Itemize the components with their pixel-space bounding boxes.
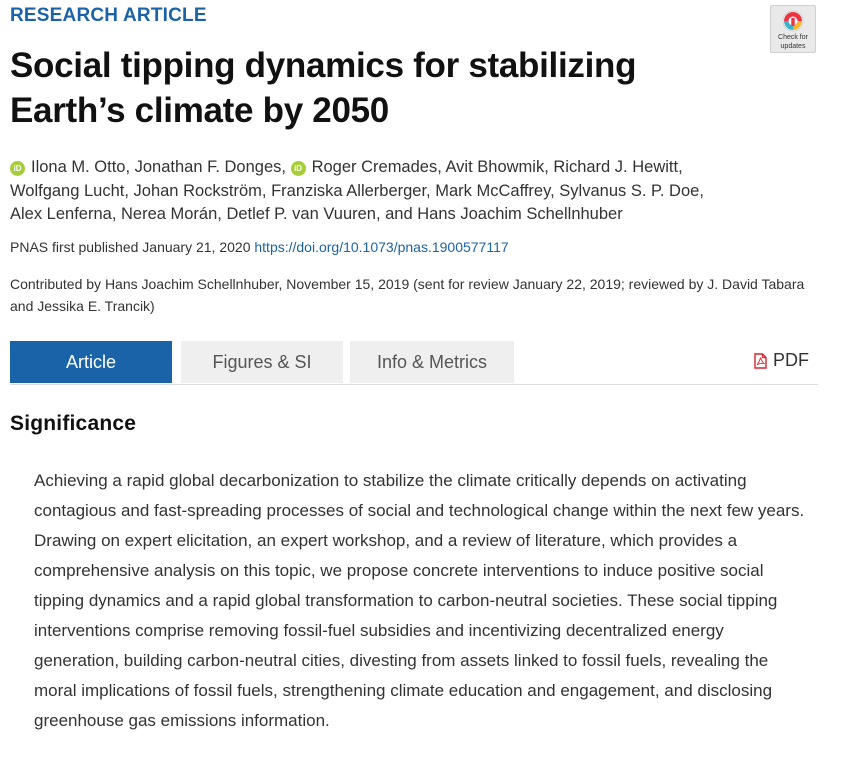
pdf-label: PDF <box>773 350 809 370</box>
page-title <box>10 43 750 133</box>
orcid-icon[interactable]: iD <box>291 161 306 176</box>
doi-link[interactable]: https://doi.org/10.1073/pnas.1900577117 <box>254 239 509 255</box>
pdf-link[interactable] <box>754 350 809 371</box>
tabs-divider <box>10 384 818 385</box>
pdf-icon <box>754 353 767 369</box>
title-line-1: Social tipping dynamics for stabilizing <box>10 46 637 85</box>
title-line-2: Earth’s climate by 2050 <box>10 91 389 130</box>
significance-body: Achieving a rapid global decarbonization to stabilize the climate critically depends on activating contagious and fast-spreading processes of social and technological change within the next few years. Drawing on expert elicitation, an expert workshop, and a review of literature, which provides a comprehensive analysis on this topic, we propose concrete interventions to induce positive social tipping dynamics and a rapid global transformation to carbon-neutral societies. These social tipping interventions comprise removing fossil-fuel subsidies and incentivizing decentralized energy generation, building carbon-neutral cities, divesting from assets linked to fossil fuels, revealing the moral implications of fossil fuels, strengthening climate education and engagement, and disclosing greenhouse gas emissions information. <box>34 471 805 730</box>
tab-article[interactable]: Article <box>10 341 172 383</box>
author-names-3[interactable]: Alex Lenferna, Nerea Morán, Detlef P. van Vuuren, and Hans Joachim Schellnhuber <box>10 205 623 223</box>
significance-heading: Significance <box>10 412 137 435</box>
crossmark-label-1: Check for <box>778 34 808 41</box>
tab-figures-si[interactable]: Figures & SI <box>181 341 343 383</box>
contributed-note: Contributed by Hans Joachim Schellnhuber, November 15, 2019 (sent for review January 22, 2019; reviewed by J. David Tabara and Jessika E. Trancik) <box>10 276 805 314</box>
article-type-label: RESEARCH ARTICLE <box>10 5 207 26</box>
author-names-1a[interactable]: Ilona M. Otto, Jonathan F. Donges, <box>31 158 286 176</box>
author-names-1b[interactable]: Roger Cremades, Avit Bhowmik, Richard J. Hewitt, <box>311 158 683 176</box>
author-names-2[interactable]: Wolfgang Lucht, Johan Rockström, Franziska Allerberger, Mark McCaffrey, Sylvanus S. P. Doe, <box>10 181 704 200</box>
tab-info-metrics[interactable]: Info & Metrics <box>350 341 514 383</box>
orcid-icon[interactable]: iD <box>10 161 25 176</box>
publication-info <box>10 239 509 255</box>
crossmark-label-2: updates <box>780 43 806 50</box>
author-list <box>10 156 820 227</box>
check-for-updates-badge[interactable] <box>770 5 816 53</box>
publication-date: PNAS first published January 21, 2020 <box>10 239 251 255</box>
crossmark-icon <box>782 10 804 32</box>
